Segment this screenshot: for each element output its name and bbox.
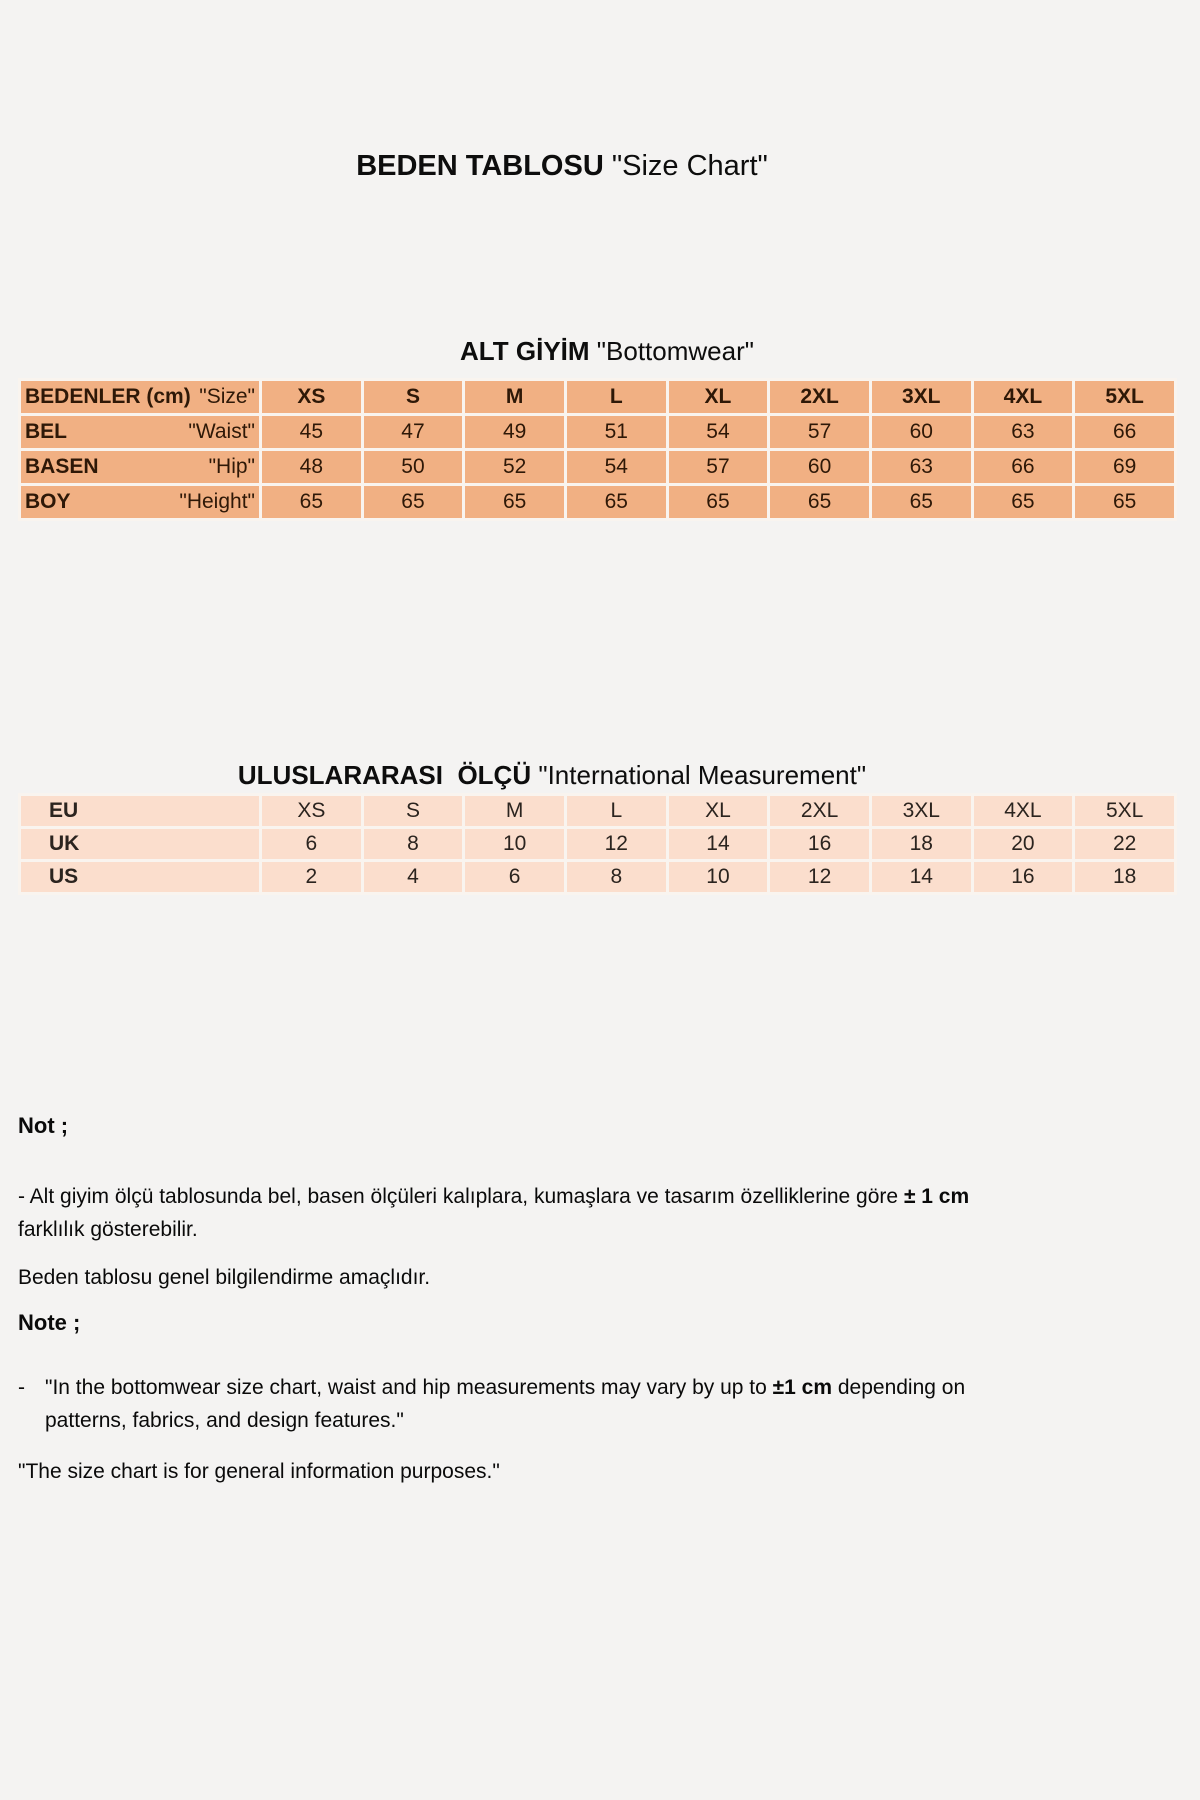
international-value-cell: 20 <box>972 828 1074 861</box>
international-value-cell: 2XL <box>769 795 871 828</box>
measurement-value-cell: 65 <box>565 485 667 520</box>
international-section-heading <box>0 760 1104 791</box>
international-value-cell: 10 <box>667 861 769 894</box>
measurement-value-cell: 54 <box>667 415 769 450</box>
measurement-label-cell <box>20 485 261 520</box>
measurement-label-turkish: BASEN <box>25 455 99 478</box>
english-note-dash: - <box>18 1376 25 1399</box>
bottomwear-size-table-body <box>20 380 1176 520</box>
measurement-value-cell: 66 <box>972 450 1074 485</box>
international-value-cell: 22 <box>1074 828 1176 861</box>
english-note-tolerance: ±1 cm <box>772 1376 833 1399</box>
turkish-note-text: - Alt giyim ölçü tablosunda bel, basen ölçüleri kalıplara, kumaşlara ve tasarım özelliklerine göre <box>18 1185 904 1208</box>
measurement-row <box>20 485 1176 520</box>
international-size-table-body <box>20 795 1176 894</box>
measurement-value-cell: 65 <box>972 485 1074 520</box>
page-title-english: "Size Chart" <box>611 150 768 182</box>
page-title <box>0 150 1124 183</box>
note-heading-turkish: Not ; <box>18 1113 69 1138</box>
size-column-header: M <box>464 380 566 415</box>
measurement-value-cell: 65 <box>870 485 972 520</box>
english-general-note: "The size chart is for general information purposes." <box>18 1460 500 1483</box>
size-column-header: 2XL <box>769 380 871 415</box>
international-value-cell: S <box>362 795 464 828</box>
english-note-body <box>45 1371 965 1437</box>
international-value-cell: 16 <box>769 828 871 861</box>
international-value-cell: 6 <box>261 828 363 861</box>
international-value-cell: 2 <box>261 861 363 894</box>
size-column-header: XL <box>667 380 769 415</box>
measurement-label-english: "Height" <box>179 490 255 513</box>
measurement-label-cell <box>20 415 261 450</box>
size-column-header: L <box>565 380 667 415</box>
international-value-cell: 6 <box>464 861 566 894</box>
international-region-cell: UK <box>20 828 261 861</box>
international-value-cell: M <box>464 795 566 828</box>
international-value-cell: 14 <box>870 861 972 894</box>
size-header-label-turkish: BEDENLER (cm) <box>25 385 191 408</box>
international-row <box>20 828 1176 861</box>
measurement-value-cell: 65 <box>667 485 769 520</box>
measurement-value-cell: 66 <box>1074 415 1176 450</box>
measurement-value-cell: 65 <box>464 485 566 520</box>
measurement-value-cell: 60 <box>769 450 871 485</box>
international-value-cell: 12 <box>769 861 871 894</box>
measurement-value-cell: 65 <box>261 485 363 520</box>
international-value-cell: 10 <box>464 828 566 861</box>
measurement-label-turkish: BOY <box>25 490 71 513</box>
measurement-value-cell: 52 <box>464 450 566 485</box>
measurement-value-cell: 65 <box>769 485 871 520</box>
international-value-cell: 3XL <box>870 795 972 828</box>
measurement-value-cell: 54 <box>565 450 667 485</box>
international-size-table <box>18 793 1177 895</box>
measurement-value-cell: 45 <box>261 415 363 450</box>
bottomwear-heading-turkish: ALT GİYİM <box>460 336 590 366</box>
turkish-note-tolerance: ± 1 cm <box>903 1185 970 1208</box>
measurement-value-cell: 49 <box>464 415 566 450</box>
measurement-value-cell: 65 <box>1074 485 1176 520</box>
size-column-header: 3XL <box>870 380 972 415</box>
bottomwear-section-heading <box>27 336 1187 367</box>
english-note-text-mid: depending on <box>832 1376 966 1399</box>
turkish-note-paragraph <box>18 1180 1178 1246</box>
measurement-value-cell: 48 <box>261 450 363 485</box>
size-column-header: 4XL <box>972 380 1074 415</box>
measurement-value-cell: 47 <box>362 415 464 450</box>
measurement-row <box>20 450 1176 485</box>
english-note-text-line2: patterns, fabrics, and design features." <box>45 1409 404 1432</box>
international-value-cell: 18 <box>870 828 972 861</box>
measurement-value-cell: 63 <box>870 450 972 485</box>
international-value-cell: 14 <box>667 828 769 861</box>
measurement-value-cell: 57 <box>667 450 769 485</box>
measurement-value-cell: 50 <box>362 450 464 485</box>
measurement-value-cell: 60 <box>870 415 972 450</box>
bottomwear-size-table <box>18 378 1177 521</box>
international-value-cell: 4XL <box>972 795 1074 828</box>
size-column-header: 5XL <box>1074 380 1176 415</box>
measurement-value-cell: 57 <box>769 415 871 450</box>
size-header-label-cell <box>20 380 261 415</box>
international-heading-english: "International Measurement" <box>538 760 867 790</box>
size-column-header: S <box>362 380 464 415</box>
size-header-label-english: "Size" <box>199 385 255 408</box>
english-note-text: "In the bottomwear size chart, waist and hip measurements may vary by up to <box>45 1376 773 1399</box>
international-value-cell: 8 <box>362 828 464 861</box>
international-row <box>20 861 1176 894</box>
international-row <box>20 795 1176 828</box>
measurement-label-english: "Hip" <box>208 455 255 478</box>
measurement-row <box>20 415 1176 450</box>
international-value-cell: 18 <box>1074 861 1176 894</box>
international-value-cell: XS <box>261 795 363 828</box>
international-region-cell: EU <box>20 795 261 828</box>
measurement-label-cell <box>20 450 261 485</box>
turkish-general-note: Beden tablosu genel bilgilendirme amaçlıdır. <box>18 1266 431 1289</box>
measurement-value-cell: 65 <box>362 485 464 520</box>
international-value-cell: 4 <box>362 861 464 894</box>
english-note-paragraph <box>18 1371 1178 1437</box>
international-heading-turkish: ULUSLARARASI ÖLÇÜ <box>237 760 532 790</box>
page-title-turkish: BEDEN TABLOSU <box>356 150 604 182</box>
turkish-note-text-line2: farklılık gösterebilir. <box>18 1218 198 1241</box>
international-value-cell: 12 <box>565 828 667 861</box>
size-column-header: XS <box>261 380 363 415</box>
international-value-cell: 8 <box>565 861 667 894</box>
measurement-label-turkish: BEL <box>25 420 67 443</box>
measurement-value-cell: 51 <box>565 415 667 450</box>
international-value-cell: L <box>565 795 667 828</box>
bottomwear-heading-english: "Bottomwear" <box>596 336 754 366</box>
international-value-cell: XL <box>667 795 769 828</box>
measurement-value-cell: 63 <box>972 415 1074 450</box>
measurement-label-english: "Waist" <box>188 420 255 443</box>
note-heading-english: Note ; <box>18 1310 81 1335</box>
international-value-cell: 16 <box>972 861 1074 894</box>
international-value-cell: 5XL <box>1074 795 1176 828</box>
size-header-row <box>20 380 1176 415</box>
international-region-cell: US <box>20 861 261 894</box>
measurement-value-cell: 69 <box>1074 450 1176 485</box>
